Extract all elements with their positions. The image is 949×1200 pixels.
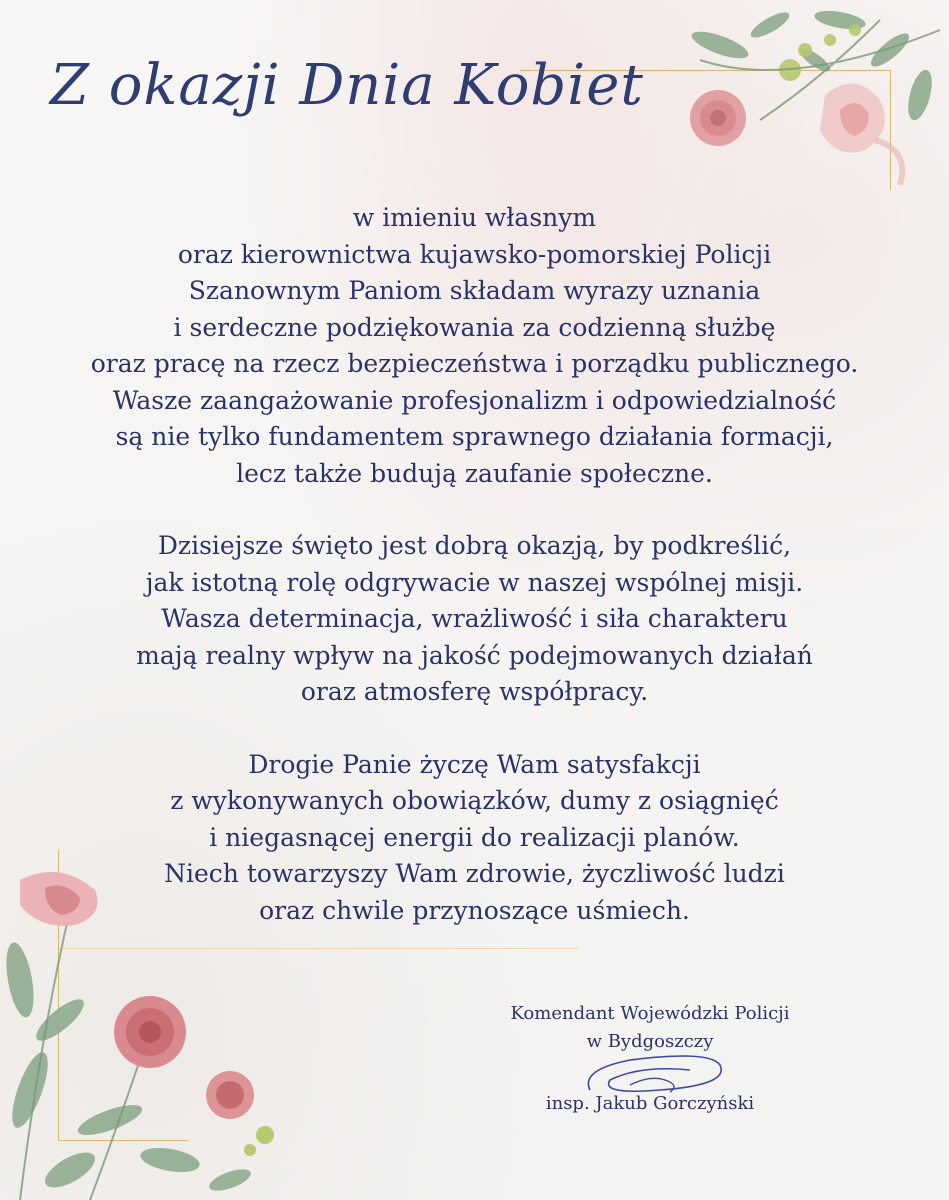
text-line: z wykonywanych obowiązków, dumy z osiągnięć: [170, 786, 779, 815]
text-line: Drogie Panie życzę Wam satysfakcji: [248, 749, 701, 779]
paragraph-3: [0, 747, 949, 930]
text-line: jak istotną rolę odgrywacie w naszej wspólnej misji.: [145, 567, 804, 597]
text-line: są nie tylko fundamentem sprawnego działania formacji,: [115, 422, 834, 451]
message-body: [0, 200, 949, 929]
text-line: oraz pracę na rzecz bezpieczeństwa i porządku publicznego.: [90, 349, 859, 378]
signature-city: w Bydgoszczy: [586, 1031, 714, 1052]
text-line: Dzisiejsze święto jest dobrą okazją, by podkreślić,: [157, 531, 792, 560]
text-line: Niech towarzyszy Wam zdrowie, życzliwość ludzi: [164, 859, 785, 888]
paragraph-2: [0, 528, 949, 711]
signature-position: Komendant Wojewódzki Policji: [510, 1003, 790, 1024]
text-line: oraz kierownictwa kujawsko-pomorskiej Policji: [177, 239, 772, 269]
text-line: Wasze zaangażowanie profesjonalizm i odpowiedzialność: [112, 385, 837, 415]
signature-block: [440, 1000, 860, 1118]
text-line: w imieniu własnym: [352, 203, 597, 232]
text-line: mają realny wpływ na jakość podejmowanych działań: [136, 640, 813, 670]
paragraph-1: [0, 200, 949, 492]
text-line: oraz chwile przynoszące uśmiech.: [259, 895, 690, 925]
text-line: Wasza determinacja, wrażliwość i siła charakteru: [161, 604, 788, 633]
text-line: i niegasnącej energii do realizacji planów.: [209, 822, 740, 852]
text-line: oraz atmosferę współpracy.: [300, 677, 649, 706]
text-line: i serdeczne podziękowania za codzienną służbę: [173, 312, 776, 342]
text-line: lecz także budują zaufanie społeczne.: [236, 458, 713, 488]
text-line: Szanownym Paniom składam wyrazy uznania: [188, 276, 761, 305]
card-title: Z okazji Dnia Kobiet: [50, 53, 644, 118]
signature-name: insp. Jakub Gorczyński: [545, 1093, 755, 1114]
